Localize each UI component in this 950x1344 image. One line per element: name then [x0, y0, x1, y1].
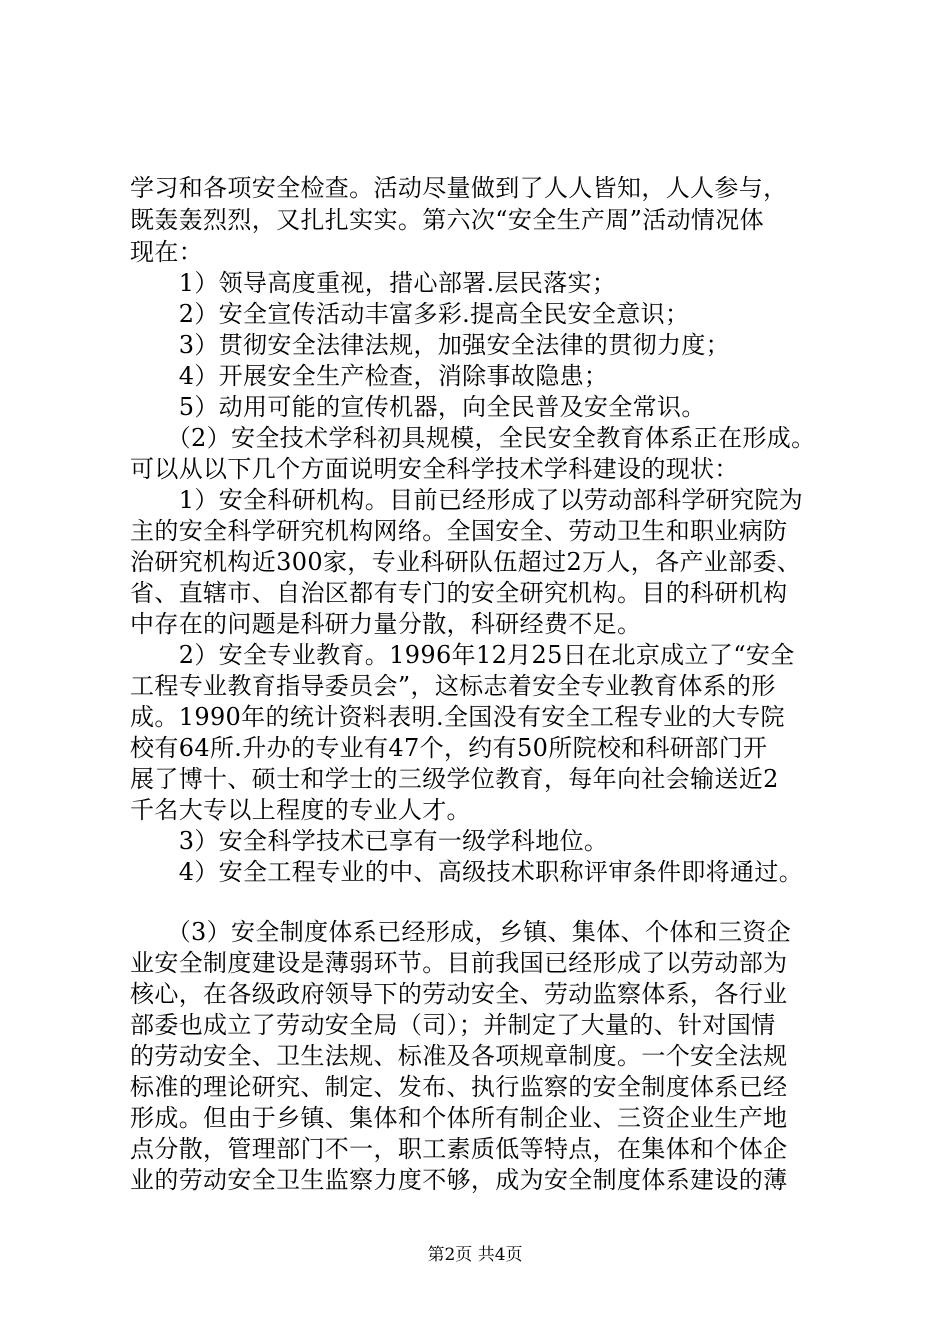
- text-line: 1）领导高度重视，措心部署.层民落实；: [130, 269, 617, 297]
- text-line: 3）安全科学技术已享有一级学科地位。: [130, 827, 609, 855]
- text-line: 工程专业教育指导委员会”，这标志着安全专业教育体系的形: [130, 672, 776, 700]
- text-line: 4）安全工程专业的中、高级技术职称评审条件即将通过。: [130, 858, 804, 886]
- text-line: 3）贯彻安全法律法规，加强安全法律的贯彻力度；: [130, 331, 731, 359]
- text-line: 千名大专以上程度的专业人才。: [130, 796, 471, 824]
- text-line: 校有64所.升办的专业有47个，约有50所院校和科研部门开: [130, 734, 768, 762]
- text-line: 展了博十、硕士和学士的三级学位教育，每年向社会输送近2: [130, 765, 779, 793]
- text-line: 1）安全科研机构。目前已经形成了以劳动部科学研究院为: [130, 486, 804, 514]
- text-line: 学习和各项安全检查。活动尽量做到了人人皆知，人人参与，: [130, 174, 788, 202]
- text-line: 成。1990年的统计资料表明.全国没有安全工程专业的大专院: [130, 703, 785, 731]
- text-line: 部委也成立了劳动安全局（司）；并制定了大量的、针对国情: [130, 1011, 776, 1039]
- text-line: 业安全制度建设是薄弱环节。目前我国已经形成了以劳动部为: [130, 949, 788, 977]
- text-line: 主的安全科学研究机构网络。全国安全、劳动卫生和职业病防: [130, 517, 788, 545]
- text-line: 标准的理论研究、制定、发布、执行监察的安全制度体系已经: [130, 1073, 788, 1101]
- text-line: 点分散，管理部门不一，职工素质低等特点，在集体和个体企: [130, 1135, 788, 1163]
- text-line: 可以从以下几个方面说明安全科学技术学科建设的现状：: [130, 455, 739, 483]
- text-line: 业的劳动安全卫生监察力度不够，成为安全制度体系建设的薄: [130, 1166, 788, 1194]
- page-number-footer: 第2页 共4页: [427, 1245, 523, 1265]
- text-line: 2）安全宣传活动丰富多彩.提高全民安全意识；: [130, 300, 690, 328]
- text-line: 核心，在各级政府领导下的劳动安全、劳动监察体系，各行业: [130, 980, 788, 1008]
- text-line: 2）安全专业教育。1996年12月25日在北京成立了“安全: [130, 641, 795, 669]
- text-line: 治研究机构近300家，专业科研队伍超过2万人，各产业部委、: [130, 548, 802, 576]
- text-line: 4）开展安全生产检查，消除事故隐患；: [130, 362, 609, 390]
- text-line: （3）安全制度体系已经形成，乡镇、集体、个体和三资企: [130, 918, 792, 946]
- text-line: 省、直辖市、自治区都有专门的安全研究机构。目的科研机构: [130, 579, 788, 607]
- text-line: 中存在的问题是科研力量分散，科研经费不足。: [130, 610, 642, 638]
- text-line: 现在：: [130, 238, 204, 266]
- text-line: 5）动用可能的宣传机器，向全民普及安全常识。: [130, 393, 706, 421]
- text-line: （2）安全技术学科初具规模，全民安全教育体系正在形成。: [130, 424, 816, 452]
- text-line: 形成。但由于乡镇、集体和个体所有制企业、三资企业生产地: [130, 1104, 788, 1132]
- text-line: 既轰轰烈烈，又扎扎实实。第六次“安全生产周”活动情况体: [130, 206, 764, 234]
- text-line: 的劳动安全、卫生法规、标准及各项规章制度。一个安全法规: [130, 1042, 788, 1070]
